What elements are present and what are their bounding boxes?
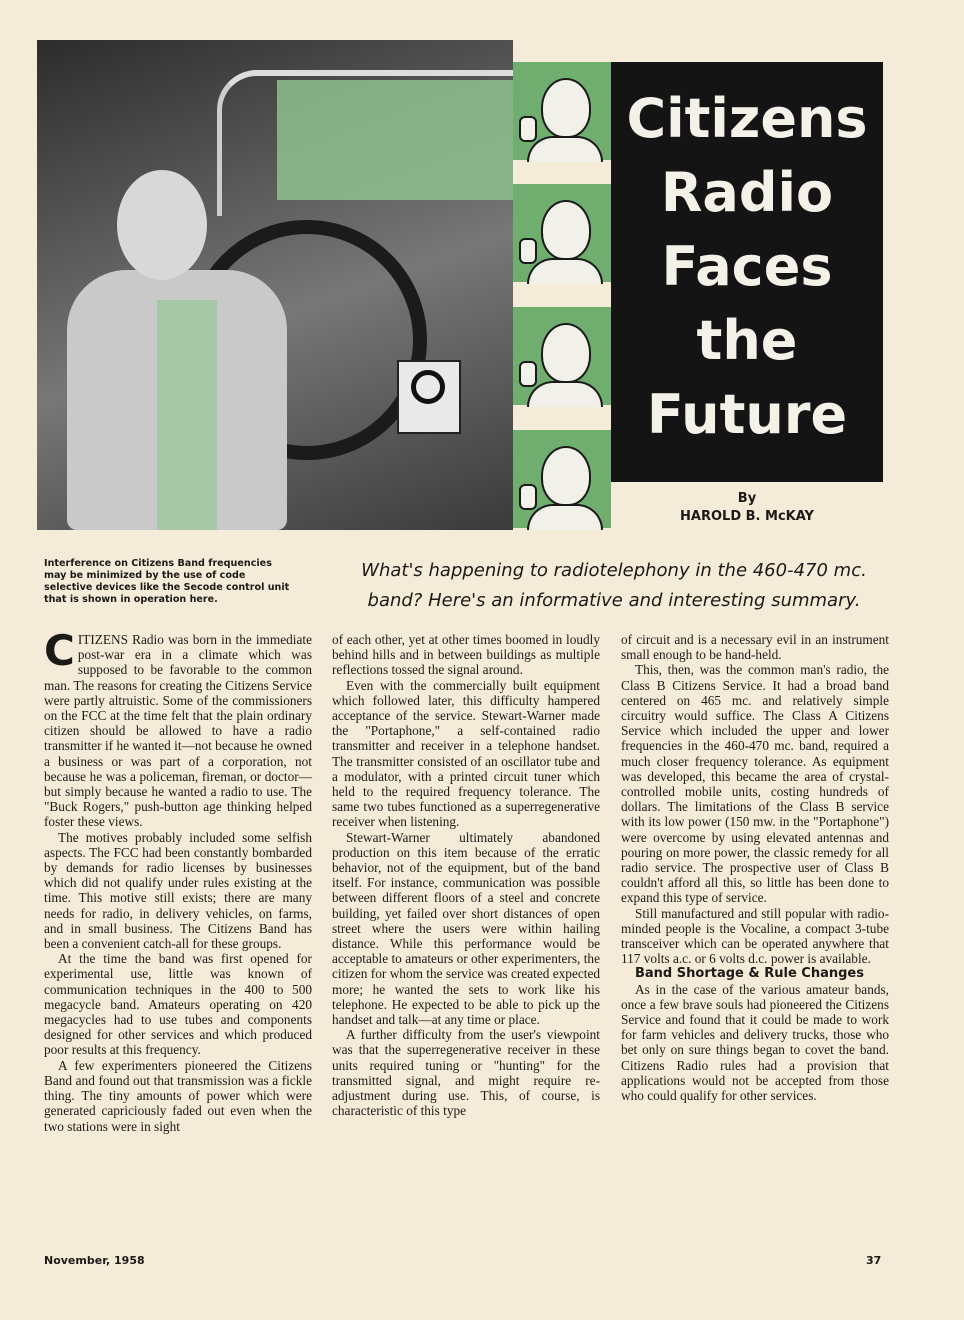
woman-face-illustration (513, 62, 611, 160)
drop-cap: C (44, 626, 75, 675)
column-2 (332, 632, 600, 1119)
byline-by: By (737, 491, 757, 506)
secode-control-unit (397, 360, 461, 434)
column-3 (621, 632, 889, 1103)
title-panel (611, 62, 883, 482)
paragraph: As in the case of the various amateur bands, once a few brave souls had pioneered the Citizens Service and found that it could be made to work for farm vehicles and delivery trucks, those who bet only on sure things began to covet the band. Citizens Radio rules had a provision that applications would not be accepted from those who could qualify for other services. (621, 981, 889, 1104)
microphone-icon (519, 361, 537, 387)
column-1 (44, 626, 312, 1134)
title-line: Radio (660, 161, 834, 224)
car-radio-photo (37, 40, 513, 530)
paragraph: of circuit and is a necessary evil in an instrument small enough to be hand-held. (621, 632, 889, 663)
page-number: 37 (866, 1254, 882, 1267)
paragraph: At the time the band was first opened for experimental use, little was known of communication techniques in the 400 to 500 megacycle band. Amateurs operating on 420 megacycles had to use tubes and components designed for other services and which produced poor results at this frequency. (44, 951, 312, 1058)
paragraph: Stewart-Warner ultimately abandoned production on this item because of the erratic behavior, not of the equipment, but of the band itself. For instance, communication was possible between different floors of a steel and concrete building, yet failed over short distances of open street where the users were within hailing distance. While this performance would be acceptable to amateurs or other experimenters, the citizen for whom the service was created expected more; he wanted the sets to work like his telephone. He expected to be able to pick up the handset and talk—at any time or place. (332, 829, 600, 1028)
boy-face-illustration (513, 184, 611, 282)
microphone-icon (519, 238, 537, 264)
byline (611, 490, 883, 526)
paragraph: A further difficulty from the user's viewpoint was that the superregenerative receiver in these units required tuning or "hunting" for the transmitted signal, and might require re-adjustment during use. This, of course, is characteristic of this type (332, 1027, 600, 1119)
paragraph: CITIZENS Radio was born in the immediate post-war era in a climate which was supposed to be favorable to the common man. The reasons for creating the Citizens Service were partly altruistic. Some of the commissioners on the FCC at the time felt that the plain ordinary citizen should be allowed to have a radio transmitter if he wanted it—not because he owned a business or was part of a corporation, not because he was a policeman, fireman, or doctor—but simply because he wanted a radio to use. The "Buck Rogers," push-button age thinking helped foster these views. (44, 626, 312, 830)
paragraph: The motives probably included some selfish aspects. The FCC had been constantly bombarded by demands for radio licenses by businesses which did not qualify under rules existing at the time. This motive still exists; there are many needs for radio, in delivery vehicles, on farms, and in small business. The Citizens Band has been a convenient catch-all for these groups. (44, 829, 312, 952)
man-face-illustration (513, 307, 611, 405)
girl-face-illustration (513, 430, 611, 528)
title-line: Citizens (626, 87, 868, 150)
photo-caption: Interference on Citizens Band frequencies may be minimized by the use of code selective devices like the Secode control unit that is shown in operation here. (44, 558, 290, 605)
title-line: the (696, 309, 798, 372)
microphone-icon (519, 484, 537, 510)
paragraph: This, then, was the common man's radio, the Class B Citizens Service. It had a broad band centered on 465 mc. and relatively simple circuitry would suffice. The Class A Citizens Service which included the upper and lower frequencies in the 460-470 mc. band, required a much closer frequency tolerance. As equipment was developed, this became the area of crystal-controlled mobile units, costing hundreds of dollars. The limitations of the Class B service with its low power (150 mw. in the "Portaphone") were overcome by using elevated antennas and pouring on more power, the classic remedy for all radio service. The prospective user of Class B couldn't afford all this, so little has been done to expand this type of service. (621, 662, 889, 906)
title-line: Faces (661, 235, 833, 298)
issue-date: November, 1958 (44, 1254, 145, 1267)
paragraph: Still manufactured and still popular with radio-minded people is the Vocaline, a compact 3-tube transceiver which can be operated anywhere that 117 volts a.c. or 6 volts d.c. power is available. (621, 905, 889, 967)
author-name: HAROLD B. McKAY (680, 509, 814, 524)
paragraph: of each other, yet at other times boomed in loudly behind hills and in between buildings as multiple reflections tossed the signal around. (332, 632, 600, 678)
section-subhead: Band Shortage & Rule Changes (635, 966, 864, 982)
title-line: Future (646, 383, 848, 446)
article-deck: What's happening to radiotelephony in the 460-470 mc. band? Here's an informative and interesting summary. (361, 560, 867, 611)
paragraph: A few experimenters pioneered the Citizens Band and found out that transmission was a fickle thing. The tiny amounts of power which were generated capriciously faded out even when the two stations were in sight (44, 1057, 312, 1134)
microphone-icon (519, 116, 537, 142)
paragraph: Even with the commercially built equipment which followed later, this difficulty hampered acceptance of the service. Stewart-Warner made the "Portaphone," a self-contained radio transmitter and receiver in a telephone handset. The transmitter consisted of an oscillator tube and a modulator, with a printed circuit tuner which held to the required frequency tolerance. The same two tubes functioned as a superregenerative receiver when listening. (332, 677, 600, 830)
